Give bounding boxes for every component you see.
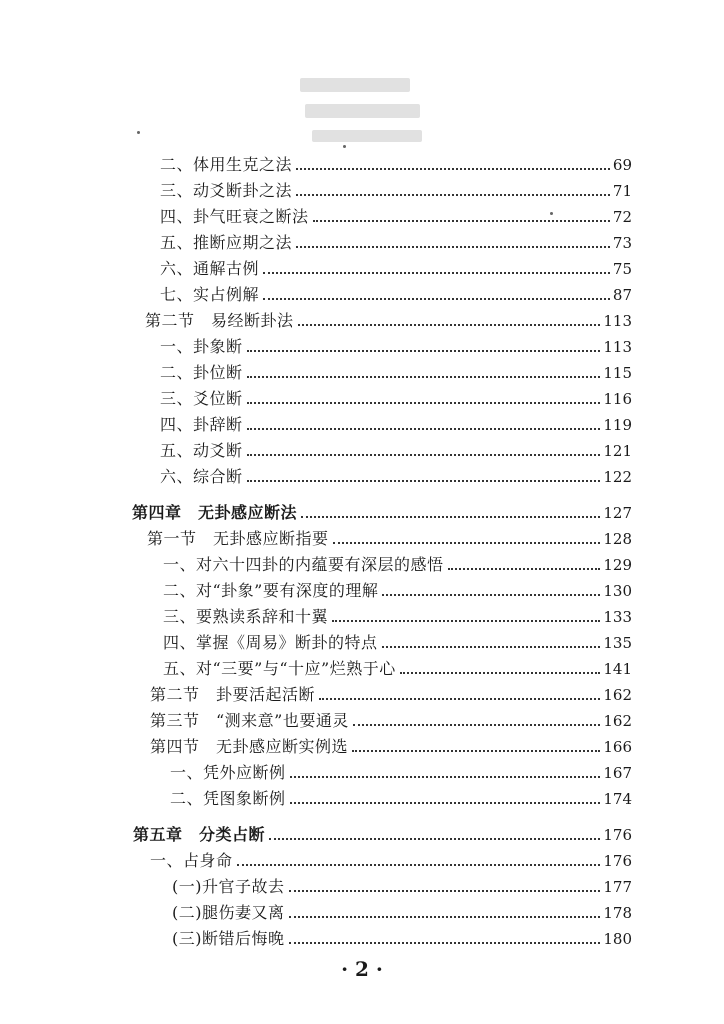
toc-page-number: 162 — [603, 686, 632, 704]
toc-entry-title: 五、动爻断 — [160, 441, 243, 460]
folio-text: · 2 · — [341, 957, 383, 981]
toc-entry[interactable] — [160, 383, 632, 409]
dot-leader — [352, 750, 600, 752]
toc-entry-title: 七、实占例解 — [160, 285, 260, 304]
toc-entry[interactable] — [172, 923, 632, 949]
toc-entry[interactable] — [160, 279, 632, 305]
toc-page-number: 130 — [603, 582, 632, 600]
toc-entry-title: 第二节 卦要活起活断 — [150, 685, 316, 704]
dot-leader — [247, 454, 601, 456]
dot-leader — [289, 890, 601, 892]
dot-leader — [263, 298, 610, 300]
toc-entry-section[interactable] — [150, 679, 632, 705]
toc-entry-title: 一、凭外应断例 — [170, 763, 286, 782]
header-smudge — [300, 78, 410, 92]
toc-page-number: 75 — [612, 260, 632, 278]
toc-entry-title: 四、卦辞断 — [160, 415, 243, 434]
toc-entry[interactable] — [160, 331, 632, 357]
toc-entry-title: 二、对“卦象”要有深度的理解 — [163, 581, 379, 600]
toc-entry[interactable] — [160, 357, 632, 383]
toc-entry-title: 五、推断应期之法 — [160, 233, 293, 252]
toc-page-number: 87 — [612, 286, 632, 304]
toc-entry-section[interactable] — [145, 305, 632, 331]
toc-page-number: 133 — [603, 608, 632, 626]
toc-entry[interactable] — [160, 253, 632, 279]
toc-entry[interactable] — [163, 601, 632, 627]
dot-leader — [296, 246, 610, 248]
toc-page-number: 129 — [603, 556, 632, 574]
dot-leader — [289, 942, 601, 944]
toc-entry[interactable] — [160, 461, 632, 487]
toc-page-number: 122 — [603, 468, 632, 486]
toc-entry-title: 一、对六十四卦的内蕴要有深层的感悟 — [163, 555, 444, 574]
toc-entry[interactable] — [160, 435, 632, 461]
toc-entry[interactable] — [172, 871, 632, 897]
toc-entry-title: (二)腿伤妻又离 — [172, 903, 285, 922]
toc-page-number: 177 — [603, 878, 632, 896]
dot-leader — [247, 402, 601, 404]
toc-entry[interactable] — [163, 549, 632, 575]
dot-leader — [269, 838, 600, 840]
toc-page-number: 71 — [612, 182, 632, 200]
toc-entry-title: 三、要熟读系辞和十翼 — [163, 607, 329, 626]
toc-entry-chapter[interactable] — [133, 819, 632, 845]
toc-page-number: 116 — [603, 390, 632, 408]
dot-leader — [382, 594, 600, 596]
toc-entry-title: 一、卦象断 — [160, 337, 243, 356]
toc-entry-title: 四、卦气旺衰之断法 — [160, 207, 309, 226]
toc-entry[interactable] — [163, 653, 632, 679]
toc-page-number: 180 — [603, 930, 632, 948]
toc-entry-title: (一)升官子故去 — [172, 877, 285, 896]
dot-leader — [289, 916, 601, 918]
dot-leader — [313, 220, 610, 222]
dot-leader — [263, 272, 610, 274]
toc-entry-title: 二、卦位断 — [160, 363, 243, 382]
toc-page-number: 135 — [603, 634, 632, 652]
toc-page-number: 113 — [603, 312, 632, 330]
toc-entry-title: 六、通解古例 — [160, 259, 260, 278]
dot-leader — [400, 672, 601, 674]
toc-entry[interactable] — [163, 575, 632, 601]
toc-entry-title: 第四章 无卦感应断法 — [132, 503, 298, 522]
toc-entry[interactable] — [150, 845, 632, 871]
toc-page-number: 178 — [603, 904, 632, 922]
toc-entry-section[interactable] — [150, 731, 632, 757]
dot-leader — [247, 480, 601, 482]
ink-speck — [137, 131, 140, 134]
toc-entry-section[interactable] — [150, 705, 632, 731]
toc-entry[interactable] — [160, 227, 632, 253]
toc-entry-title: 五、对“三要”与“十应”烂熟于心 — [163, 659, 396, 678]
toc-entry-title: 第五章 分类占断 — [133, 825, 266, 844]
toc-page-number: 176 — [603, 826, 632, 844]
toc-page-number: 69 — [612, 156, 632, 174]
toc-entry[interactable] — [163, 627, 632, 653]
toc-page-number: 166 — [603, 738, 632, 756]
toc-entry-title: 第三节 “测来意”也要通灵 — [150, 711, 349, 730]
toc-entry-title: 二、体用生克之法 — [160, 155, 293, 174]
dot-leader — [301, 516, 600, 518]
toc-page-number: 73 — [612, 234, 632, 252]
toc-page-number: 176 — [603, 852, 632, 870]
toc-entry-title: 三、爻位断 — [160, 389, 243, 408]
dot-leader — [247, 350, 601, 352]
toc-page-number: 72 — [612, 208, 632, 226]
toc-entry-title: (三)断错后悔晚 — [172, 929, 285, 948]
toc-entry[interactable] — [170, 783, 632, 809]
page-number-footer — [0, 957, 724, 981]
toc-entry-section[interactable] — [147, 523, 632, 549]
dot-leader — [237, 864, 601, 866]
toc-entry[interactable] — [170, 757, 632, 783]
dot-leader — [319, 698, 600, 700]
toc-entry[interactable] — [160, 409, 632, 435]
dot-leader — [353, 724, 600, 726]
dot-leader — [290, 776, 601, 778]
ink-speck — [343, 145, 346, 148]
dot-leader — [332, 620, 600, 622]
dot-leader — [448, 568, 601, 570]
toc-entry-title: 四、掌握《周易》断卦的特点 — [163, 633, 378, 652]
toc-page-number: 141 — [603, 660, 632, 678]
dot-leader — [298, 324, 601, 326]
toc-entry-title: 第一节 无卦感应断指要 — [147, 529, 329, 548]
toc-entry-title: 六、综合断 — [160, 467, 243, 486]
toc-entry-title: 二、凭图象断例 — [170, 789, 286, 808]
toc-entry-title: 一、占身命 — [150, 851, 233, 870]
toc-page-number: 115 — [603, 364, 632, 382]
toc-page-number: 127 — [603, 504, 632, 522]
toc-page-number: 162 — [603, 712, 632, 730]
toc-page-number: 128 — [603, 530, 632, 548]
dot-leader — [296, 194, 610, 196]
header-smudge — [312, 130, 422, 142]
dot-leader — [296, 168, 610, 170]
dot-leader — [382, 646, 601, 648]
toc-entry-chapter[interactable] — [132, 497, 632, 523]
dot-leader — [247, 428, 601, 430]
toc-entry[interactable] — [160, 149, 632, 175]
header-smudge — [305, 104, 420, 118]
toc-page-number: 167 — [603, 764, 632, 782]
dot-leader — [333, 542, 601, 544]
dot-leader — [290, 802, 601, 804]
toc-page-number: 113 — [603, 338, 632, 356]
toc-page-number: 121 — [603, 442, 632, 460]
dot-leader — [247, 376, 601, 378]
toc-page-number: 119 — [603, 416, 632, 434]
toc-entry-title: 第二节 易经断卦法 — [145, 311, 294, 330]
toc-entry[interactable] — [160, 175, 632, 201]
toc-page-number: 174 — [603, 790, 632, 808]
toc-entry-title: 三、动爻断卦之法 — [160, 181, 293, 200]
toc-entry[interactable] — [172, 897, 632, 923]
toc-entry-title: 第四节 无卦感应断实例选 — [150, 737, 349, 756]
toc-entry[interactable] — [160, 201, 632, 227]
